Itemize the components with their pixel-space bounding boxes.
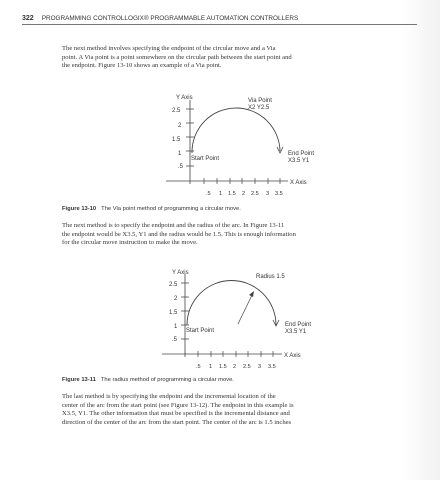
end-point-coords: X3.5 Y1	[285, 329, 307, 335]
x-tick-label: 2.5	[251, 191, 259, 197]
page-number: 322	[22, 15, 34, 22]
end-point-label: End Point	[285, 322, 312, 328]
paragraph-line: direction of the center of the arc from the start point. The center of the arc is 1.5 inches	[62, 418, 292, 426]
figure-13-11-diagram	[160, 264, 330, 376]
running-header	[22, 15, 417, 25]
x-tick-label: 2.5	[243, 364, 251, 370]
y-axis-title: Y Axis	[176, 95, 193, 101]
y-tick-label: 1.5	[169, 310, 178, 316]
y-tick-label: 2	[178, 123, 182, 129]
y-tick-label: 2.5	[169, 282, 178, 288]
x-tick-label: 1	[209, 364, 213, 370]
x-tick-label: .5	[196, 364, 201, 370]
paragraph-line: The last method is by specifying the endpoint and the incremental location of the	[62, 393, 276, 400]
y-axis-title: Y Axis	[172, 270, 189, 276]
figure-13-11-caption	[62, 377, 234, 383]
x-axis-title: X Axis	[290, 180, 307, 186]
x-tick-label: 1	[219, 191, 223, 197]
paragraph-line: the endpoint would be X3.5, Y1 and the radius would be 1.5. This is enough information	[62, 230, 296, 238]
y-tick-label: 2	[174, 296, 178, 302]
paragraph-incremental-method	[62, 393, 392, 427]
paragraph-line: The next method involves specifying the endpoint of the circular move and a Via	[62, 45, 276, 52]
y-tick-label: 1	[174, 324, 178, 330]
y-tick-label: .5	[172, 337, 178, 343]
figure-number: Figure 13-10	[62, 206, 97, 212]
radius-label: Radius 1.5	[256, 274, 285, 280]
x-tick-label: 1.5	[228, 191, 236, 197]
radius-line	[238, 293, 253, 324]
paragraph-line: the endpoint. Figure 13-10 shows an example of a Via point.	[62, 62, 222, 70]
x-tick-label: 3	[266, 191, 270, 197]
end-point-label: End Point	[288, 151, 315, 157]
paragraph-line: The next method is to specify the endpoint and the radius of the arc. In Figure 13-11	[62, 222, 285, 229]
x-tick-label: 3.5	[275, 191, 283, 197]
x-tick-label: 1.5	[219, 364, 227, 370]
running-title: PROGRAMMING CONTROLLOGIX® PROGRAMMABLE AUTOMATION CONTROLLERS	[41, 15, 299, 22]
figure-13-10-caption	[62, 206, 241, 212]
y-tick-label: 2.5	[172, 108, 181, 114]
x-tick-label: 2	[242, 191, 246, 197]
end-point-coords: X3.5 Y1	[288, 158, 310, 164]
x-tick-label: 3.5	[268, 364, 276, 370]
x-tick-label: 3	[258, 364, 262, 370]
y-tick-label: .5	[178, 164, 184, 170]
start-point-label: Start Point	[186, 328, 215, 334]
y-tick-label: 1	[178, 151, 182, 157]
paragraph-line: point. A Via point is a point somewhere on the circular path between the start point and	[62, 53, 292, 61]
circular-move-arc	[192, 108, 280, 153]
paragraph-line: X3.5, Y1. The other information that must be specified is the incremental distance and	[62, 410, 290, 418]
circular-move-arc	[187, 281, 276, 326]
start-point-label: Start Point	[191, 156, 220, 162]
y-tick-label: 1.5	[172, 137, 181, 143]
figure-number: Figure 13-11	[62, 377, 96, 383]
page-edge-shadow	[400, 0, 440, 480]
x-tick-label: .5	[206, 191, 211, 197]
x-axis-title: X Axis	[284, 353, 301, 359]
paragraph-radius-intro	[62, 222, 392, 248]
paragraph-line: center of the arc from the start point (see Figure 13-12). The endpoint in this example is	[62, 401, 294, 409]
paragraph-via-intro	[62, 45, 392, 71]
via-point-label: Via Point	[248, 98, 272, 104]
via-point-coords: X2 Y2.5	[248, 105, 270, 111]
caption-text: The Via point method of programming a circular move.	[101, 206, 241, 212]
paragraph-line: for the circular move instruction to make the move.	[62, 239, 198, 247]
figure-13-10-diagram	[160, 92, 320, 204]
x-tick-label: 2	[233, 364, 237, 370]
radius-arrow-icon	[249, 291, 254, 297]
caption-text: The radius method of programming a circular move.	[100, 377, 234, 383]
